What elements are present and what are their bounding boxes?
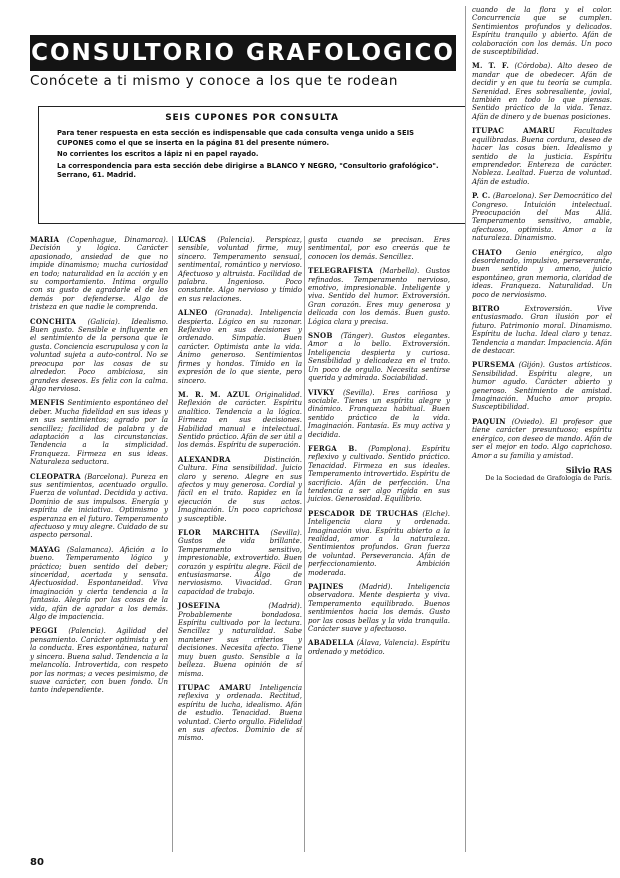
analysis-text: (Tánger). Gustos elegantes. Amor a lo bello. Extroversión. Inteligencia despierta y curiosa. Sensibilidad y delicadeza en el trato. Un poco de orgullo. Necesita sentirse querida y admirada. Sociabilidad. <box>308 332 450 383</box>
consult-entry <box>472 305 612 355</box>
analysis-text: (Elche). Inteligencia clara y ordenada. Imaginación viva. Espíritu abierto a la realidad, amor a la naturaleza. Sentimientos profundos. Gran fuerza de voluntad. Perseverancia. Afán de perfeccionamiento. Ambición moderada. <box>308 509 450 577</box>
analysis-text: Inteligencia reflexiva y ordenada. Rectitud, espíritu de lucha, idealismo. Afán de estudio. Tenacidad. Buena voluntad. Cierto orgullo. Fidelidad en sus afectos. Dominio de sí mismo. <box>178 683 302 743</box>
correspondent-name: PESCADOR DE TRUCHAS <box>308 508 419 518</box>
column-divider <box>465 6 466 852</box>
correspondent-name: PAJINES <box>308 582 344 592</box>
correspondent-name: M. R. M. AZUL <box>178 389 250 399</box>
consult-entry <box>308 389 450 439</box>
consult-entry <box>472 192 612 242</box>
analysis-text: Sentimiento espontáneo del deber. Mucha fidelidad en sus ideas y en sus sentimientos; agrado por la sencillez; facilidad de palabra y de adaptación a las circunstancias. Tendencia a la simplicidad. Franqueza. Firmeza en sus ideas. Naturaleza seductora. <box>30 399 168 467</box>
analysis-text: (Álava, Valencia). Espíritu ordenado y metódico. <box>308 639 451 656</box>
consult-entry <box>30 627 168 694</box>
coupon-body <box>57 129 449 183</box>
analysis-text: Genio enérgico, algo desordenado, impulsivo, perseverante, buen sentido y ameno, juicio espontáneo, gran memoria, claridad de ideas. Franqueza. Naturalidad. Un poco de nerviosismo. <box>472 248 612 299</box>
correspondent-name: PEGGI <box>30 626 58 636</box>
analysis-text: Originalidad. Reflexión de carácter. Espíritu analítico. Tendencia a la lógica. Firmeza en sus decisiones. Habilidad manual e intelectual. Sentido práctico. Afán de ser útil a los demás. Espíritu de superación. <box>178 390 302 450</box>
correspondent-name: MARIA <box>30 235 60 244</box>
column-2 <box>178 236 302 749</box>
analysis-text: Facultades equilibradas. Buena cordura, deseo de hacer las cosas bien. Idealismo y sentido de la justicia. Espíritu emprendedor. Entereza de carácter. Nobleza. Lealtad. Fuerza de voluntad. Afán de estudio. <box>472 127 612 186</box>
analysis-text: (Salamanca). Afición a lo bueno. Temperamento lógico y práctico; buen sentido del deber; sinceridad, acertada y sensata. Afectuosidad. Espontaneidad. Viva imaginación y cierta tendencia a la fantasía. Alegría por las cosas de la vida, afán de agradar a los demás. Algo de impaciencia. <box>30 545 168 622</box>
analysis-text: (Gijón). Gustos artísticos. Sensibilidad. Espíritu alegre, un humor agudo. Carácter abierto y generoso. Sentimiento de amistad. Imaginación. Mucho amor propio. Susceptibilidad. <box>472 361 612 412</box>
correspondent-name: ITUPAC AMARU <box>472 126 556 136</box>
analysis-text: (Palencia). Perspicaz, sensible, voluntad firme, muy sincero. Temperamento sensual, sentimental, romántico y nervioso. Afectuoso y altruista. Facilidad de palabra. Ingenioso. Poco constante. Algo nervioso y tímido en sus relaciones. <box>178 236 302 303</box>
consult-entry <box>472 361 612 411</box>
analysis-text: (Barcelona). Ser Democrático del Congreso. Intuición intelectual. Preocupación del Mas Allá. Temperamento sensitivo, amable, afectuoso, optimista. Amor a la naturaleza. Dinamismo. <box>472 192 612 243</box>
analysis-text: Distinción. Cultura. Fina sensibilidad. Juicio claro y sereno. Alegre en sus afectos y muy generosa. Cordial y fácil en el trato. Rapidez en la ejecución de sus actos. Imaginación. Un poco caprichosa y susceptible. <box>178 455 302 523</box>
consult-entry <box>178 309 302 385</box>
consult-entry <box>472 127 612 186</box>
consult-entry <box>472 6 612 56</box>
correspondent-name: FERGA B. <box>308 443 358 453</box>
consult-entry <box>472 249 612 299</box>
correspondent-name: SNOB <box>308 331 333 341</box>
analysis-text: Extroversión. Vive entusiasmado. Gran ilusión por el futuro. Patrimonio moral. Dinamismo. Espíritu de lucha. Ideal claro y tenaz. Tendencia a mandar. Impaciencia. Afán de destacar. <box>472 305 612 356</box>
analysis-text: gusta cuando se precisan. Eres sentimental, por eso creerás que te conocen los demás. Sencillez. <box>308 236 450 261</box>
correspondent-name: CONCHITA <box>30 316 77 326</box>
page-number: 80 <box>30 857 44 868</box>
correspondent-name: FLOR MARCHITA <box>178 528 260 537</box>
correspondent-name: LUCAS <box>178 235 207 244</box>
analysis-text: (Madrid). Probablemente bondadosa. Espíritu cultivado por la lectura. Sencillez y naturalidad. Sabe mantener sus criterios y decisiones. Necesita afecto. Tiene muy buen gusto. Sensible a la belleza. Buena opinión de sí misma. <box>178 602 302 678</box>
correspondent-name: MAYAG <box>30 544 61 554</box>
consult-entry <box>178 236 302 303</box>
analysis-text: (Oviedo). El profesor que tiene carácter presuntuoso; espíritu enérgico, con deseo de mando. Afán de ser el mejor en todo. Algo caprichoso. Amor a su familia y amistad. <box>472 417 612 460</box>
correspondent-name: M. T. F. <box>472 61 510 71</box>
consult-entry <box>178 456 302 523</box>
analysis-text: (Sevilla). Gustos de vida brillante. Temperamento sensitivo, impresionable, extrovertido. Buen corazón y espíritu alegre. Fácil de entusiasmarse. Algo de nerviosismo. Vivacidad. Gran capacidad de trabajo. <box>178 529 302 596</box>
consult-entry <box>308 267 450 326</box>
consult-entry <box>30 318 168 394</box>
analysis-text: (Barcelona). Pureza en sus sentimientos, acentuado orgullo. Fuerza de voluntad. Decidida y activa. Dominio de sus impulsos. Energía y espíritu de iniciativa. Optimismo y esperanza en el futuro. Temperamento afectuoso y muy alegre. Cuidado de su aspecto personal. <box>30 472 168 540</box>
section-title: CONSULTORIO GRAFOLOGICO <box>30 35 456 71</box>
coupon-line: Para tener respuesta en esta sección es indispensable que cada consulta venga unido a SEIS CUPONES como el que se inserta en la página 81 del presente número. <box>57 129 415 147</box>
analysis-text: cuando de la flora y el color. Concurrencia que se cumplen. Sentimientos profundos y delicados. Espíritu tranquilo y abierto. Afán de colaboración con los demás. Un poco de susceptibilidad. <box>472 6 612 57</box>
author-signature <box>472 466 612 483</box>
correspondent-name: BITRO <box>472 304 500 313</box>
analysis-text: (Córdoba). Alto deseo de mandar que de obedecer. Afán de decidir y en que tu teoría se cumpla. Serenidad. Eres sobresaliente, jovial, también en todo lo que piensas. Sentido práctico de la vida. Tenaz. Afán de dinero y de buenas posiciones. <box>472 62 612 121</box>
consult-entry <box>308 583 450 633</box>
correspondent-name: ALNEO <box>178 308 208 318</box>
correspondent-name: P. C. <box>472 191 491 201</box>
analysis-text: (Pamplona). Espíritu reflexivo y cultivado. Sentido práctico. Tenacidad. Firmeza en sus ideales. Temperamento introvertido. Espíritu de sacrificio. Afán de perfección. Una tendencia a ser algo rígida en sus juicios. Generosidad. Equilibrio. <box>308 444 450 504</box>
consult-entry <box>472 418 612 460</box>
coupon-title: SEIS CUPONES POR CONSULTA <box>165 113 339 123</box>
author-name: Silvio RAS <box>565 464 612 475</box>
analysis-text: (Galicia). Idealismo. Buen gusto. Sensible e influyente en el sentimiento de la persona que le gusta. Conciencia escrupulosa y con la voluntad sujeta a auto-control. No se preocupa por las cosas de su alrededor. Poco ambiciosa, sin grandes deseos. Es feliz con la calma. Algo nerviosa. <box>30 317 168 393</box>
correspondent-name: TELEGRAFISTA <box>308 266 374 276</box>
consult-entry <box>308 332 450 382</box>
correspondent-name: ITUPAC AMARU <box>178 682 252 692</box>
author-affiliation: De la Sociedad de Grafología de París. <box>485 474 612 483</box>
correspondent-name: VIVKY <box>308 387 335 397</box>
correspondent-name: CHATO <box>472 247 503 257</box>
consult-entry <box>178 391 302 450</box>
correspondent-name: MENFIS <box>30 398 65 408</box>
column-1 <box>30 236 168 701</box>
analysis-text: (Granada). Inteligencia despierta. Lógico en su razonar. Reflexivo en sus decisiones y ordenado. Simpatía. Buen carácter. Optimista ante la vida. Ánimo generoso. Sentimientos firmes y hondos. Tímido en la expresión de lo que siente, pero sincero. <box>178 309 302 385</box>
coupon-line: No corrientes los escritos a lápiz ni en papel rayado. <box>57 150 259 159</box>
consult-entry <box>178 529 302 596</box>
consult-entry <box>178 684 302 743</box>
consult-entry <box>30 236 168 312</box>
column-divider <box>172 236 173 852</box>
coupon-notice-box <box>38 106 466 224</box>
analysis-text: (Palencia). Agilidad del pensamiento. Carácter optimista y en la conducta. Eres espontánea, natural y sincera. Buena salud. Tendencia a la melancolía. Introvertida, con respeto por las normas; a veces pesimismo, de suave carácter, con buen fondo. Un tanto independiente. <box>30 627 168 695</box>
consult-entry <box>308 639 450 656</box>
correspondent-name: JOSEFINA <box>178 601 221 611</box>
correspondent-name: PURSEMA <box>472 360 515 370</box>
consult-entry <box>308 510 450 577</box>
column-divider <box>304 236 305 852</box>
column-4 <box>472 6 612 483</box>
column-3 <box>308 236 450 662</box>
consult-entry <box>30 473 168 540</box>
correspondent-name: PAQUIN <box>472 416 506 426</box>
consult-entry <box>472 62 612 121</box>
consult-entry <box>178 602 302 678</box>
section-subtitle: Conócete a ti mismo y conoce a los que te rodean <box>30 73 398 89</box>
consult-entry <box>30 546 168 622</box>
coupon-line: La correspondencia para esta sección debe dirigirse a BLANCO Y NEGRO, "Consultorio grafológico". Serrano, 61. Madrid. <box>57 161 439 180</box>
consult-entry <box>308 236 450 261</box>
correspondent-name: ABADELLA <box>308 638 354 648</box>
analysis-text: (Marbella). Gustos refinados. Temperamento nervioso, emotivo, impresionable. Inteligente y viva. Sentido del humor. Extroversión. Gran corazón. Eres muy generosa y delicada con los demás. Buen gusto. Lógica clara y precisa. <box>308 267 450 326</box>
correspondent-name: CLEOPATRA <box>30 471 81 481</box>
correspondent-name: ALEXANDRA <box>178 454 231 464</box>
analysis-text: (Madrid). Inteligencia observadora. Mente despierta y viva. Temperamento equilibrado. Buenos sentimientos hacia los demás. Gusto por las cosas bellas y la vida tranquila. Carácter suave y afectuoso. <box>308 583 450 634</box>
consult-entry <box>30 399 168 466</box>
analysis-text: (Sevilla). Eres cariñosa y sociable. Tienes un espíritu alegre y dinámico. Franqueza habitual. Buen sentido práctico de la vida. Imaginación. Fantasía. Es muy activa y decidida. <box>308 388 450 439</box>
analysis-text: (Copenhague, Dinamarca). Decisión y lógica. Carácter apasionado, ansiedad de que no impide dinamismo; mucha curiosidad en todo; naturalidad en la acción y en su comportamiento. Intima orgullo con su gusto de agradarle el de los demás por defenderse. Algo de tristeza en que nadie le comprenda. <box>30 236 168 312</box>
consult-entry <box>308 445 450 504</box>
